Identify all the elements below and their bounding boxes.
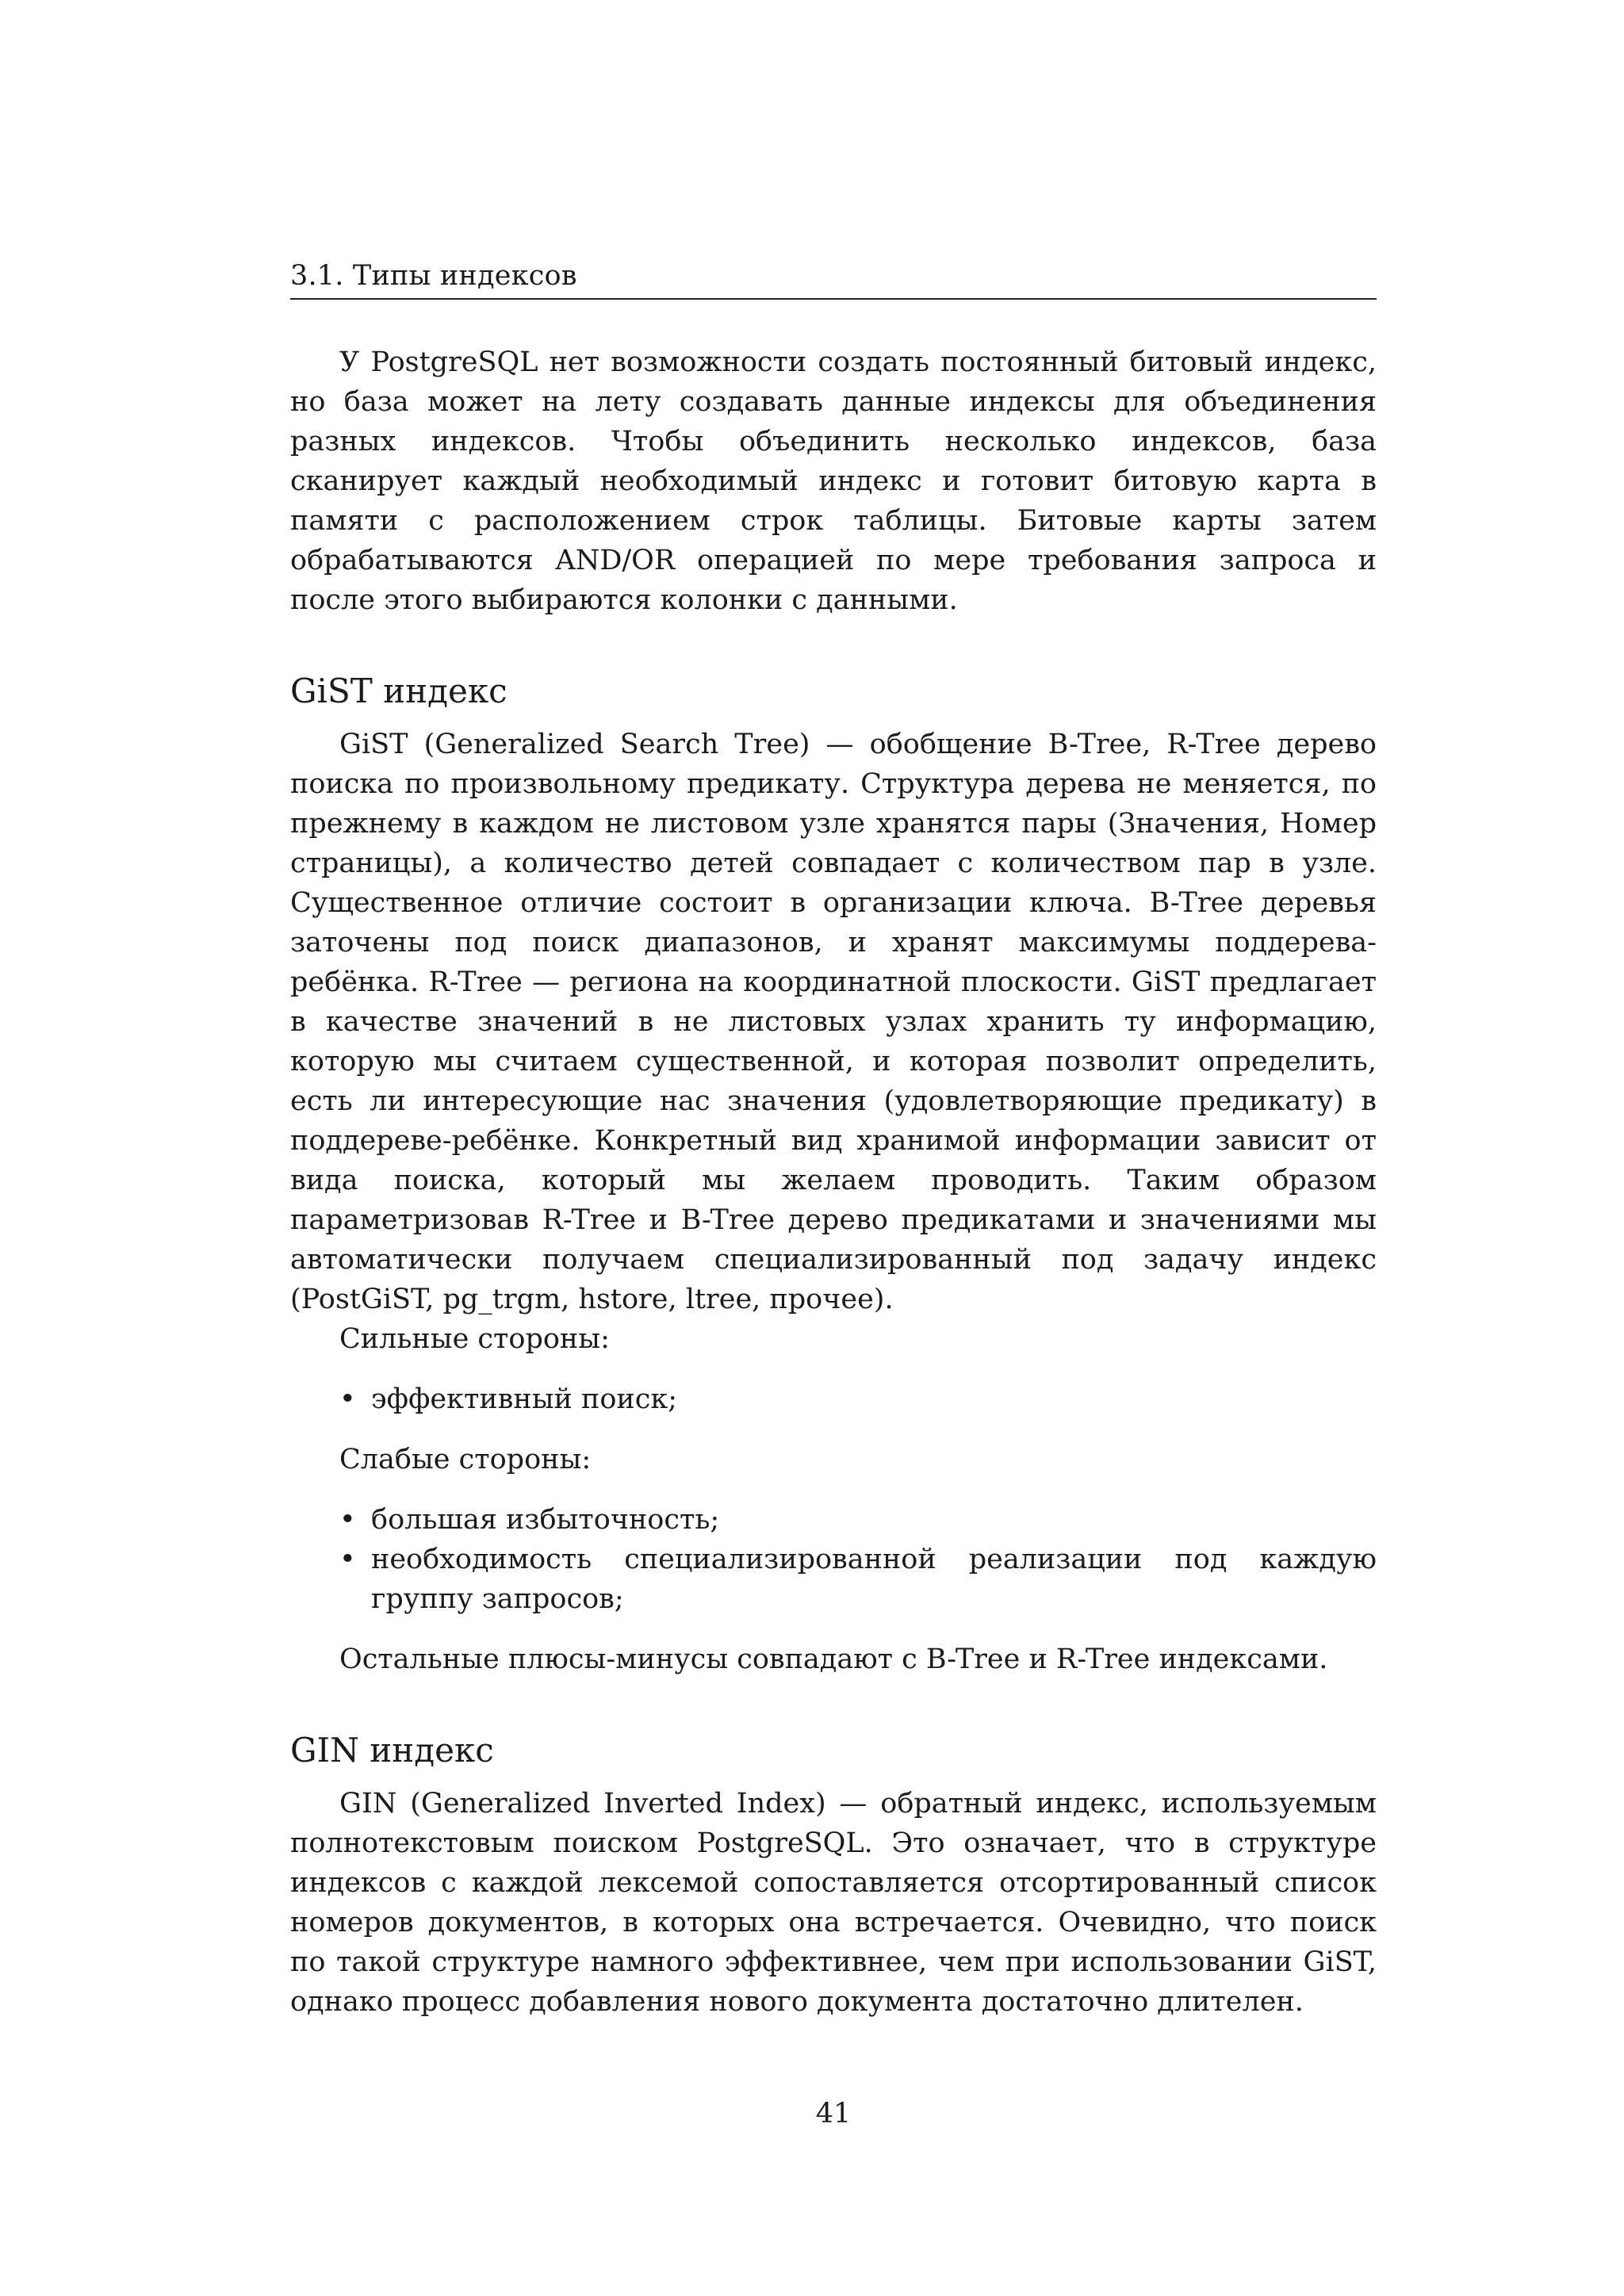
- strengths-list: [290, 1380, 1377, 1419]
- document-page: [290, 0, 1377, 2296]
- bullet-icon: •: [339, 1383, 356, 1415]
- list-item-text: большая избыточность;: [371, 1504, 720, 1536]
- page-number: 41: [815, 2098, 852, 2130]
- list-item: [339, 1500, 1377, 1540]
- running-head: 3.1. Типы индексов: [290, 260, 577, 292]
- bullet-icon: •: [339, 1544, 356, 1575]
- weaknesses-label: Слабые стороны:: [339, 1444, 592, 1475]
- list-item-text: необходимость специализированной реализации под каждую группу запросов;: [371, 1544, 1377, 1615]
- gin-paragraph: GIN (Generalized Inverted Index) — обратный индекс, используемым полнотекстовым поиском PostgreSQL. Это означает, что в структуре индексов с каждой лексемой сопоставляется отсортированный список номеров документов, в которых она встречается. Очевидно, что поиск по такой структуре намного эффективнее, чем при использовании GiST, однако процесс добавления нового документа достаточно длителен.: [290, 1788, 1377, 2018]
- list-item-text: эффективный поиск;: [371, 1383, 678, 1415]
- bullet-icon: •: [339, 1504, 356, 1536]
- weaknesses-list: [290, 1500, 1377, 1619]
- section-heading-gin: GIN индекс: [290, 1731, 494, 1770]
- intro-paragraph: У PostgreSQL нет возможности создать постоянный битовый индекс, но база может на лету создавать данные индексы для объединения разных индексов. Чтобы объединить несколько индексов, база сканирует каждый необходимый индекс и готовит битовую карта в памяти с расположением строк таблицы. Битовые карты затем обрабатываются AND/OR операцией по мере требования запроса и после этого выбираются колонки с данными.: [290, 346, 1377, 616]
- header-rule: [290, 298, 1377, 300]
- section-heading-gist: GiST индекс: [290, 672, 508, 710]
- page-body: [290, 342, 1377, 2022]
- list-item: [339, 1380, 1377, 1419]
- strengths-label: Сильные стороны:: [339, 1323, 610, 1355]
- gist-paragraph: GiST (Generalized Search Tree) — обобщение B-Tree, R-Tree дерево поиска по произвольному предикату. Структура дерева не меняется, по прежнему в каждом не листовом узле хранятся пары (Значения, Номер страницы), а количество детей совпадает с количеством пар в узле. Существенное отличие состоит в организации ключа. B-Tree деревья заточены под поиск диапазонов, и хранят максимумы поддерева-ребёнка. R-Tree — региона на координатной плоскости. GiST предлагает в качестве значений в не листовых узлах хранить ту информацию, которую мы считаем существенной, и которая позволит определить, есть ли интересующие нас значения (удовлетворяющие предикату) в поддереве-ребёнке. Конкретный вид хранимой информации зависит от вида поиска, который мы желаем проводить. Таким образом параметризовав R-Tree и B-Tree дерево предикатами и значениями мы автоматически получаем специализированный под задачу индекс (PostGiST, pg_trgm, hstore, ltree, прочее).: [290, 729, 1377, 1315]
- list-item: [339, 1540, 1377, 1619]
- gist-closing: Остальные плюсы-минусы совпадают с B-Tree и R-Tree индексами.: [339, 1644, 1328, 1675]
